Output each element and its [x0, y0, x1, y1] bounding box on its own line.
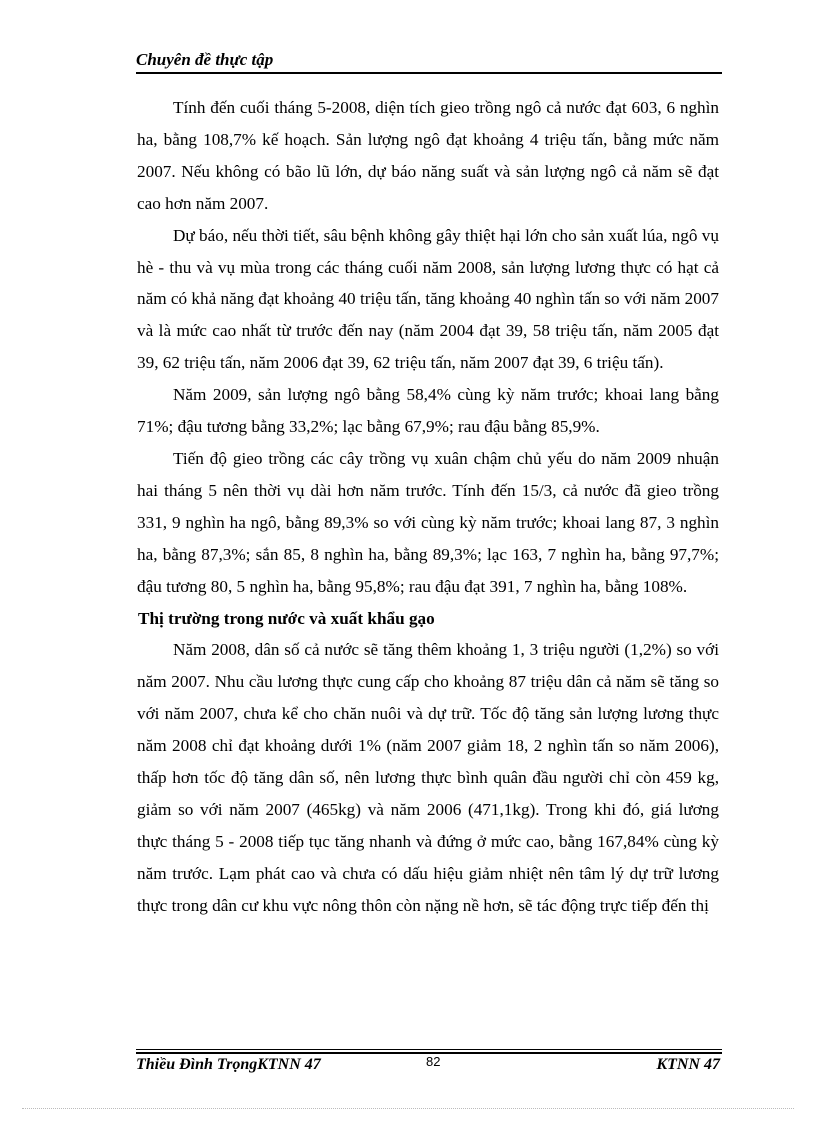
footer-class: KTNN 47	[656, 1056, 720, 1073]
paragraph-2: Dự báo, nếu thời tiết, sâu bệnh không gây thiệt hại lớn cho sản xuất lúa, ngô vụ hè - thu và vụ mùa trong các tháng cuối năm 2008, sản lượng lương thực có hạt cả năm có khả năng đạt khoảng 40 triệu tấn, tăng khoảng 40 nghìn tấn so với năm 2007 và là mức cao nhất từ trước đến nay (năm 2004 đạt 39, 58 triệu tấn, năm 2005 đạt 39, 62 triệu tấn, năm 2006 đạt 39, 62 triệu tấn, năm 2007 đạt 39, 6 triệu tấn).	[137, 225, 719, 373]
paragraph-1: Tính đến cuối tháng 5-2008, diện tích gieo trồng ngô cả nước đạt 603, 6 nghìn ha, bằng 108,7% kế hoạch. Sản lượng ngô đạt khoảng 4 triệu tấn, bằng mức năm 2007. Nếu không có bão lũ lớn, dự báo năng suất và sản lượng ngô cả năm sẽ đạt cao hơn năm 2007.	[137, 98, 719, 213]
body-text	[137, 92, 719, 922]
section-heading: Thị trường trong nước và xuất khẩu gạo	[138, 608, 435, 628]
header-rule	[136, 72, 722, 74]
paragraph-3: Năm 2009, sản lượng ngô bằng 58,4% cùng kỳ năm trước; khoai lang bằng 71%; đậu tương bằng 33,2%; lạc bằng 67,9%; rau đậu bằng 85,9%.	[137, 385, 719, 437]
paragraph-5: Năm 2008, dân số cả nước sẽ tăng thêm khoảng 1, 3 triệu người (1,2%) so với năm 2007. Nhu cầu lương thực cung cấp cho khoảng 87 triệu dân cả năm sẽ tăng so với năm 2007, chưa kể cho chăn nuôi và dự trữ. Tốc độ tăng sản lượng lương thực năm 2008 chỉ đạt khoảng dưới 1% (năm 2007 giảm 18, 2 nghìn tấn so năm 2006), thấp hơn tốc độ tăng dân số, nên lương thực bình quân đầu người chỉ còn 459 kg, giảm so với năm 2007 (465kg) và năm 2006 (471,1kg). Trong khi đó, giá lương thực tháng 5 - 2008 tiếp tục tăng nhanh và đứng ở mức cao, bằng 167,84% cùng kỳ năm trước. Lạm phát cao và chưa có dấu hiệu giảm nhiệt nên tâm lý dự trữ lương thực trong dân cư khu vực nông thôn còn nặng nề hơn, sẽ tác động trực tiếp đến thị	[137, 640, 719, 915]
footer-author: Thiều Đình TrọngKTNN 47	[136, 1056, 321, 1073]
page-boundary-line	[22, 1108, 794, 1109]
page-number: 82	[426, 1054, 441, 1069]
page-header-title: Chuyên đề thực tập	[136, 50, 274, 69]
footer-rule-thin	[136, 1049, 722, 1050]
paragraph-4: Tiến độ gieo trồng các cây trồng vụ xuân chậm chủ yếu do năm 2009 nhuận hai tháng 5 nên thời vụ dài hơn năm trước. Tính đến 15/3, cả nước đã gieo trồng 331, 9 nghìn ha ngô, bằng 89,3% so với cùng kỳ năm trước; khoai lang 87, 3 nghìn ha, bằng 87,3%; sắn 85, 8 nghìn ha, bằng 89,3%; lạc 163, 7 nghìn ha, bằng 97,7%; đậu tương 80, 5 nghìn ha, bằng 95,8%; rau đậu đạt 391, 7 nghìn ha, bằng 108%.	[137, 448, 719, 596]
